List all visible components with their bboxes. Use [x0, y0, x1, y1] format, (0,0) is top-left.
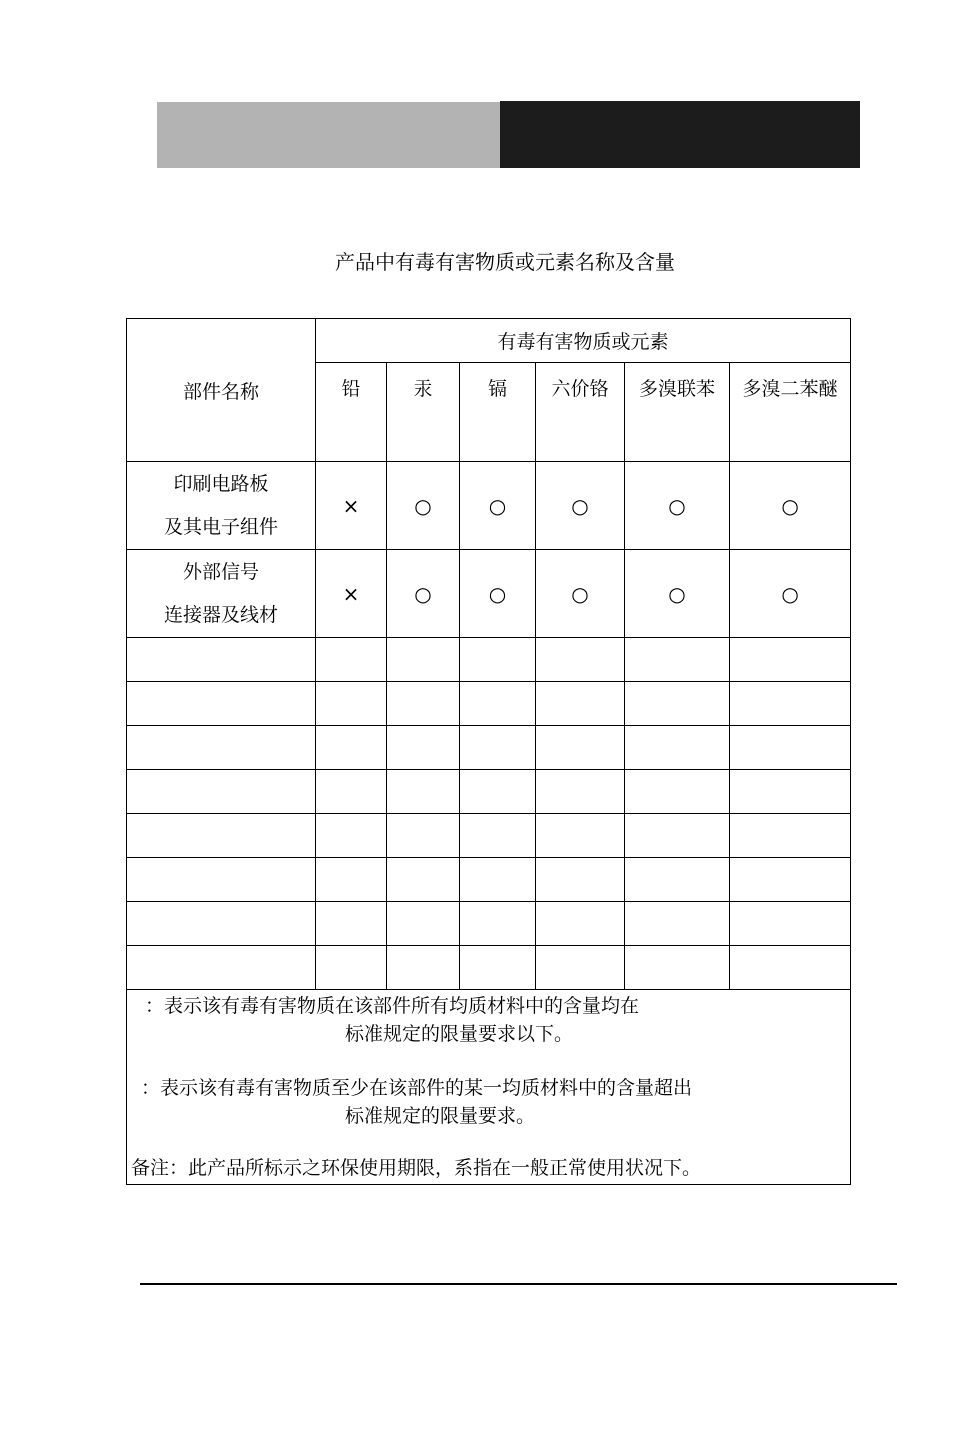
- mark-cell: ○: [536, 550, 625, 638]
- element-header-chromium: 六价铬: [536, 363, 625, 462]
- substance-group-header: 有毒有害物质或元素: [316, 319, 851, 363]
- empty-table-row: [127, 946, 851, 990]
- mark-cell: ○: [625, 550, 730, 638]
- footer-divider: [140, 1283, 897, 1285]
- empty-table-row: [127, 814, 851, 858]
- mark-cell: ○: [625, 462, 730, 550]
- mark-cell: ○: [730, 550, 851, 638]
- empty-table-row: [127, 638, 851, 682]
- header-bar-dark: [500, 101, 860, 168]
- legend-notes: [127, 990, 851, 1185]
- part-name-line: 外部信号: [182, 560, 259, 583]
- element-header-pbde: 多溴二苯醚: [730, 363, 851, 462]
- mark-cell: ×: [316, 550, 387, 638]
- table-row: [127, 550, 851, 638]
- empty-table-row: [127, 682, 851, 726]
- part-name-line: 及其电子组件: [163, 515, 278, 538]
- note-below-limit: ：表示该有毒有害物质在该部件所有均质材料中的含量均在: [145, 995, 640, 1017]
- page-title: 产品中有毒有害物质或元素名称及含量: [335, 250, 675, 274]
- empty-table-row: [127, 770, 851, 814]
- empty-table-row: [127, 858, 851, 902]
- hazardous-substances-table: [126, 318, 851, 1185]
- mark-cell: ○: [536, 462, 625, 550]
- part-name-cell: [127, 550, 316, 638]
- mark-cell: ○: [387, 462, 460, 550]
- mark-cell: ○: [460, 550, 536, 638]
- mark-cell: ○: [387, 550, 460, 638]
- element-header-mercury: 汞: [387, 363, 460, 462]
- mark-cell: ×: [316, 462, 387, 550]
- note-exceeds-limit-cont: 标准规定的限量要求。: [345, 1105, 536, 1127]
- part-name-line: 连接器及线材: [163, 603, 278, 626]
- part-name-header: 部件名称: [127, 319, 316, 462]
- mark-cell: ○: [730, 462, 851, 550]
- element-header-cadmium: 镉: [460, 363, 536, 462]
- mark-cell: ○: [460, 462, 536, 550]
- part-name-cell: [127, 462, 316, 550]
- empty-table-row: [127, 726, 851, 770]
- header-bar-light: [157, 102, 501, 168]
- part-name-line: 印刷电路板: [173, 472, 269, 495]
- table-row: [127, 462, 851, 550]
- note-below-limit-cont: 标准规定的限量要求以下。: [345, 1023, 574, 1045]
- element-header-pbb: 多溴联苯: [625, 363, 730, 462]
- remarks-note: 备注：此产品所标示之环保使用期限，系指在一般正常使用状况下。: [131, 1157, 702, 1179]
- note-exceeds-limit: ：表示该有毒有害物质至少在该部件的某一均质材料中的含量超出: [141, 1077, 693, 1099]
- element-header-lead: 铅: [316, 363, 387, 462]
- empty-table-row: [127, 902, 851, 946]
